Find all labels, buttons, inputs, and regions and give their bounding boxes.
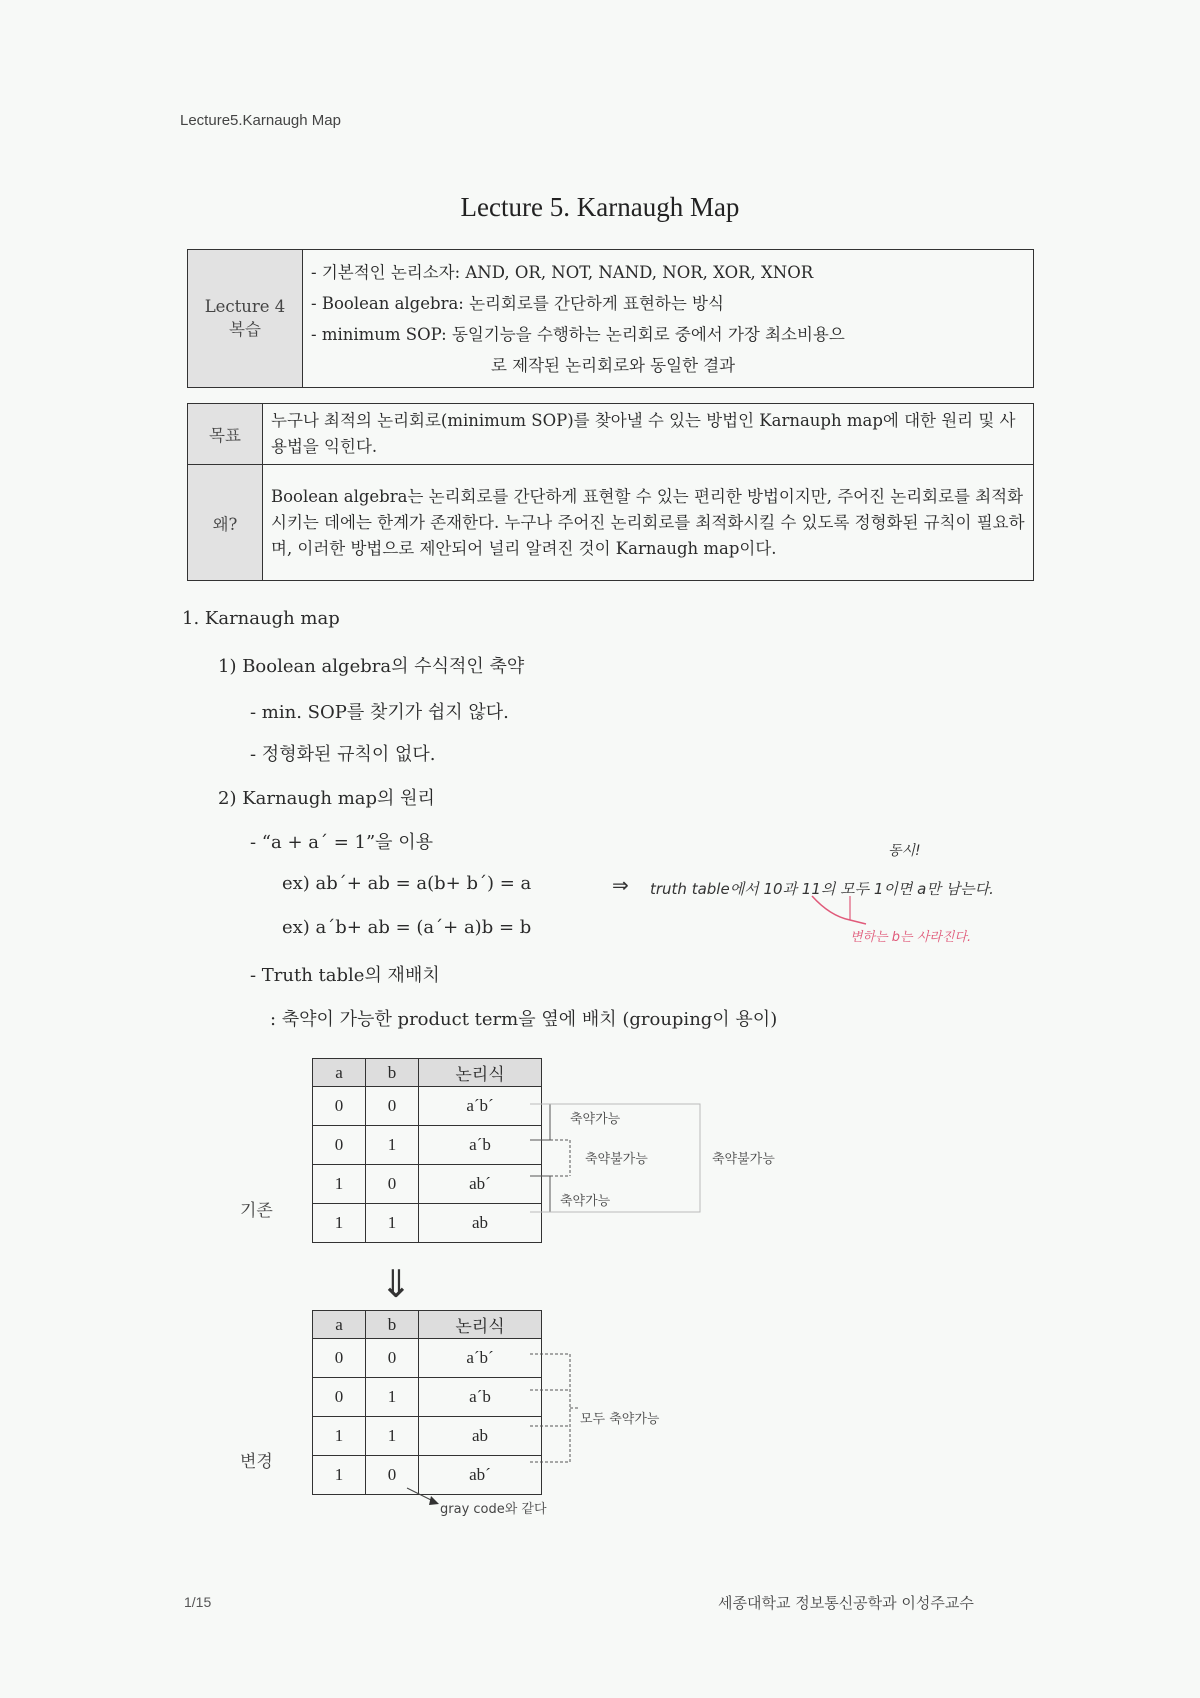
table-cell: ab <box>419 1204 542 1243</box>
bullet-item: - min. SOP를 찾기가 쉽지 않다. <box>250 702 509 723</box>
table-cell: a´b <box>419 1126 542 1165</box>
review-line: - 기본적인 논리소자: AND, OR, NOT, NAND, NOR, XOR, XNOR <box>311 262 814 282</box>
table-cell: 0 <box>366 1456 419 1495</box>
handwritten-note-top: 동시! <box>888 843 921 859</box>
table-cell: 1 <box>313 1456 366 1495</box>
table-cell: 1 <box>313 1417 366 1456</box>
table-row <box>313 1087 542 1126</box>
table-cell: 0 <box>313 1087 366 1126</box>
running-header: Lecture5.Karnaugh Map <box>180 112 341 129</box>
table-cell: 0 <box>366 1339 419 1378</box>
gray-code-arrow-icon <box>405 1486 445 1508</box>
column-header: b <box>366 1311 419 1339</box>
table-row <box>313 1126 542 1165</box>
handwritten-bracket-icon <box>810 894 870 930</box>
review-line: - Boolean algebra: 논리회로를 간단하게 표현하는 방식 <box>311 293 724 313</box>
annotation: gray code와 같다 <box>440 1502 547 1517</box>
table-cell: ab´ <box>419 1456 542 1495</box>
annotation: 축약불가능 <box>712 1152 775 1167</box>
table-cell: 1 <box>366 1126 419 1165</box>
why-label: 왜? <box>188 465 263 581</box>
bracket-connector-icon <box>530 1092 730 1242</box>
table-cell: a´b´ <box>419 1339 542 1378</box>
example-equation: ex) a´b+ ab = (a´+ a)b = b <box>282 917 532 938</box>
annotation: 축약가능 <box>570 1112 621 1127</box>
table-cell: 0 <box>366 1165 419 1204</box>
table-cell: 1 <box>366 1204 419 1243</box>
column-header: a <box>313 1059 366 1087</box>
table-cell: ab <box>419 1417 542 1456</box>
page-number: 1/15 <box>184 1594 212 1610</box>
review-line: - minimum SOP: 동일기능을 수행하는 논리회로 중에서 가장 최소비용으 <box>311 324 845 344</box>
goal-label: 목표 <box>188 404 263 465</box>
table-cell: 0 <box>313 1126 366 1165</box>
annotation: 축약불가능 <box>585 1152 648 1167</box>
bullet-item: - “a + a´ = 1”을 이용 <box>250 832 434 853</box>
subsection-heading: 2) Karnaugh map의 원리 <box>218 788 435 809</box>
review-label-line1: Lecture 4 <box>204 297 286 316</box>
truth-table-original <box>312 1058 542 1243</box>
table-row <box>313 1204 542 1243</box>
table-cell: 0 <box>313 1339 366 1378</box>
section-heading: 1. Karnaugh map <box>182 608 340 629</box>
table-row <box>313 1417 542 1456</box>
table-cell: ab´ <box>419 1165 542 1204</box>
annotation: 모두 축약가능 <box>580 1412 660 1427</box>
handwritten-note-pink: 변하는 b는 사라진다. <box>850 930 972 945</box>
review-content <box>303 250 1034 388</box>
handwritten-note: truth table에서 10과 11의 모두 1이면 a만 남는다. <box>650 880 994 898</box>
goal-text: 누구나 최적의 논리회로(minimum SOP)를 찾아낼 수 있는 방법인 Karnauph map에 대한 원리 및 사용법을 익힌다. <box>263 404 1034 465</box>
bullet-item: : 축약이 가능한 product term을 옆에 배치 (grouping이 용이) <box>270 1009 778 1030</box>
bullet-item: - 정형화된 규칙이 없다. <box>250 744 436 765</box>
why-text: Boolean algebra는 논리회로를 간단하게 표현할 수 있는 편리한 방법이지만, 주어진 논리회로를 최적화시키는 데에는 한계가 존재한다. 누구나 주어진 논리회로를 최적화시킬 수 있도록 정형화된 규칙이 필요하며, 이러한 방법으로 제안되어 널리 알려진 것이 Karnaugh map이다. <box>263 465 1034 581</box>
example-equation: ex) ab´+ ab = a(b+ b´) = a <box>282 873 532 894</box>
annotation: 축약가능 <box>560 1194 611 1209</box>
table-cell: a´b´ <box>419 1087 542 1126</box>
bullet-item: - Truth table의 재배치 <box>250 965 440 986</box>
review-label-line2: 복습 <box>229 320 261 339</box>
handwritten-arrow-icon: ⇒ <box>612 873 629 897</box>
table-cell: 0 <box>366 1087 419 1126</box>
table-cell: 1 <box>313 1204 366 1243</box>
review-box <box>187 249 1034 388</box>
table-cell: 1 <box>366 1378 419 1417</box>
review-line: 로 제작된 논리회로와 동일한 결과 <box>491 355 736 375</box>
table-cell: a´b <box>419 1378 542 1417</box>
truth-table-reordered <box>312 1310 542 1495</box>
column-header: a <box>313 1311 366 1339</box>
subsection-heading: 1) Boolean algebra의 수식적인 축약 <box>218 656 525 677</box>
column-header: 논리식 <box>419 1311 542 1339</box>
table-row <box>313 1378 542 1417</box>
table-side-label: 변경 <box>240 1452 273 1472</box>
table-cell: 1 <box>366 1417 419 1456</box>
page-title: Lecture 5. Karnaugh Map <box>460 192 740 222</box>
column-header: b <box>366 1059 419 1087</box>
table-cell: 1 <box>313 1165 366 1204</box>
table-side-label: 기존 <box>240 1201 273 1221</box>
table-row <box>313 1339 542 1378</box>
down-arrow-icon: ⇓ <box>380 1262 412 1306</box>
review-label <box>188 250 303 388</box>
table-row <box>313 1165 542 1204</box>
table-cell: 0 <box>313 1378 366 1417</box>
column-header: 논리식 <box>419 1059 542 1087</box>
goal-why-box <box>187 403 1034 581</box>
footer-author: 세종대학교 정보통신공학과 이성주교수 <box>718 1594 974 1612</box>
